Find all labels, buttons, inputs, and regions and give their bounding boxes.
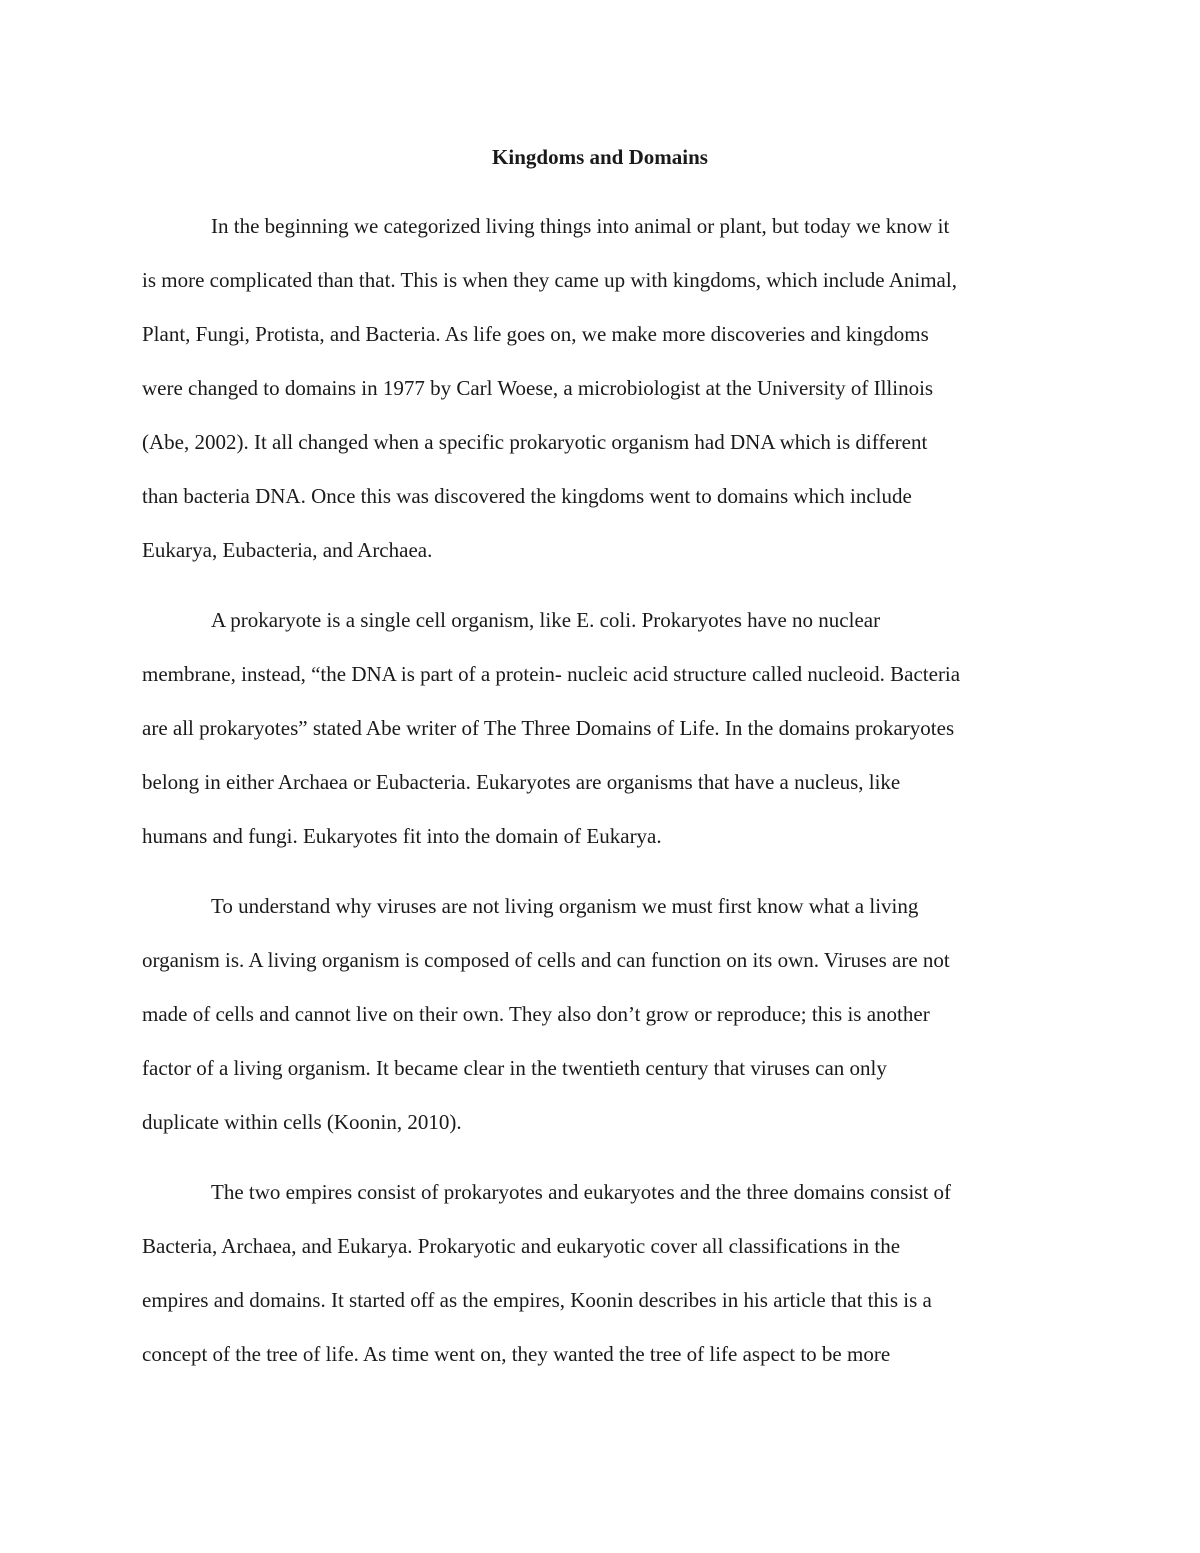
paragraph-3 xyxy=(142,889,1062,1159)
text-line: In the beginning we categorized living things into animal or plant, but today we know it xyxy=(211,214,950,238)
text-line: humans and fungi. Eukaryotes fit into the domain of Eukarya. xyxy=(142,824,662,848)
text-line: are all prokaryotes” stated Abe writer of The Three Domains of Life. In the domains prokaryotes xyxy=(142,716,955,740)
text-line: (Abe, 2002). It all changed when a specific prokaryotic organism had DNA which is different xyxy=(142,430,928,454)
text-line: empires and domains. It started off as the empires, Koonin describes in his article that this is a xyxy=(142,1288,932,1312)
text-line: Eukarya, Eubacteria, and Archaea. xyxy=(142,538,433,562)
text-line: membrane, instead, “the DNA is part of a protein- nucleic acid structure called nucleoid. Bacteria xyxy=(142,662,961,686)
text-line: belong in either Archaea or Eubacteria. Eukaryotes are organisms that have a nucleus, like xyxy=(142,770,901,794)
document-body xyxy=(142,209,1062,1407)
text-line: A prokaryote is a single cell organism, like E. coli. Prokaryotes have no nuclear xyxy=(211,608,881,632)
text-line: made of cells and cannot live on their own. They also don’t grow or reproduce; this is another xyxy=(142,1002,930,1026)
text-line: is more complicated than that. This is when they came up with kingdoms, which include Animal, xyxy=(142,268,957,292)
text-line: organism is. A living organism is composed of cells and can function on its own. Viruses are not xyxy=(142,948,950,972)
text-line: than bacteria DNA. Once this was discovered the kingdoms went to domains which include xyxy=(142,484,912,508)
text-line: The two empires consist of prokaryotes and eukaryotes and the three domains consist of xyxy=(211,1180,952,1204)
paragraph-4 xyxy=(142,1175,1062,1391)
text-line: duplicate within cells (Koonin, 2010). xyxy=(142,1110,462,1134)
text-line: Plant, Fungi, Protista, and Bacteria. As life goes on, we make more discoveries and kingdoms xyxy=(142,322,929,346)
text-line: Bacteria, Archaea, and Eukarya. Prokaryotic and eukaryotic cover all classifications in the xyxy=(142,1234,901,1258)
text-line: factor of a living organism. It became clear in the twentieth century that viruses can only xyxy=(142,1056,887,1080)
document-title: Kingdoms and Domains xyxy=(492,145,708,169)
text-line: To understand why viruses are not living organism we must first know what a living xyxy=(211,894,919,918)
paragraph-2 xyxy=(142,603,1062,873)
paragraph-1 xyxy=(142,209,1062,587)
text-line: were changed to domains in 1977 by Carl Woese, a microbiologist at the University of Illinois xyxy=(142,376,934,400)
text-line: concept of the tree of life. As time went on, they wanted the tree of life aspect to be more xyxy=(142,1342,891,1366)
